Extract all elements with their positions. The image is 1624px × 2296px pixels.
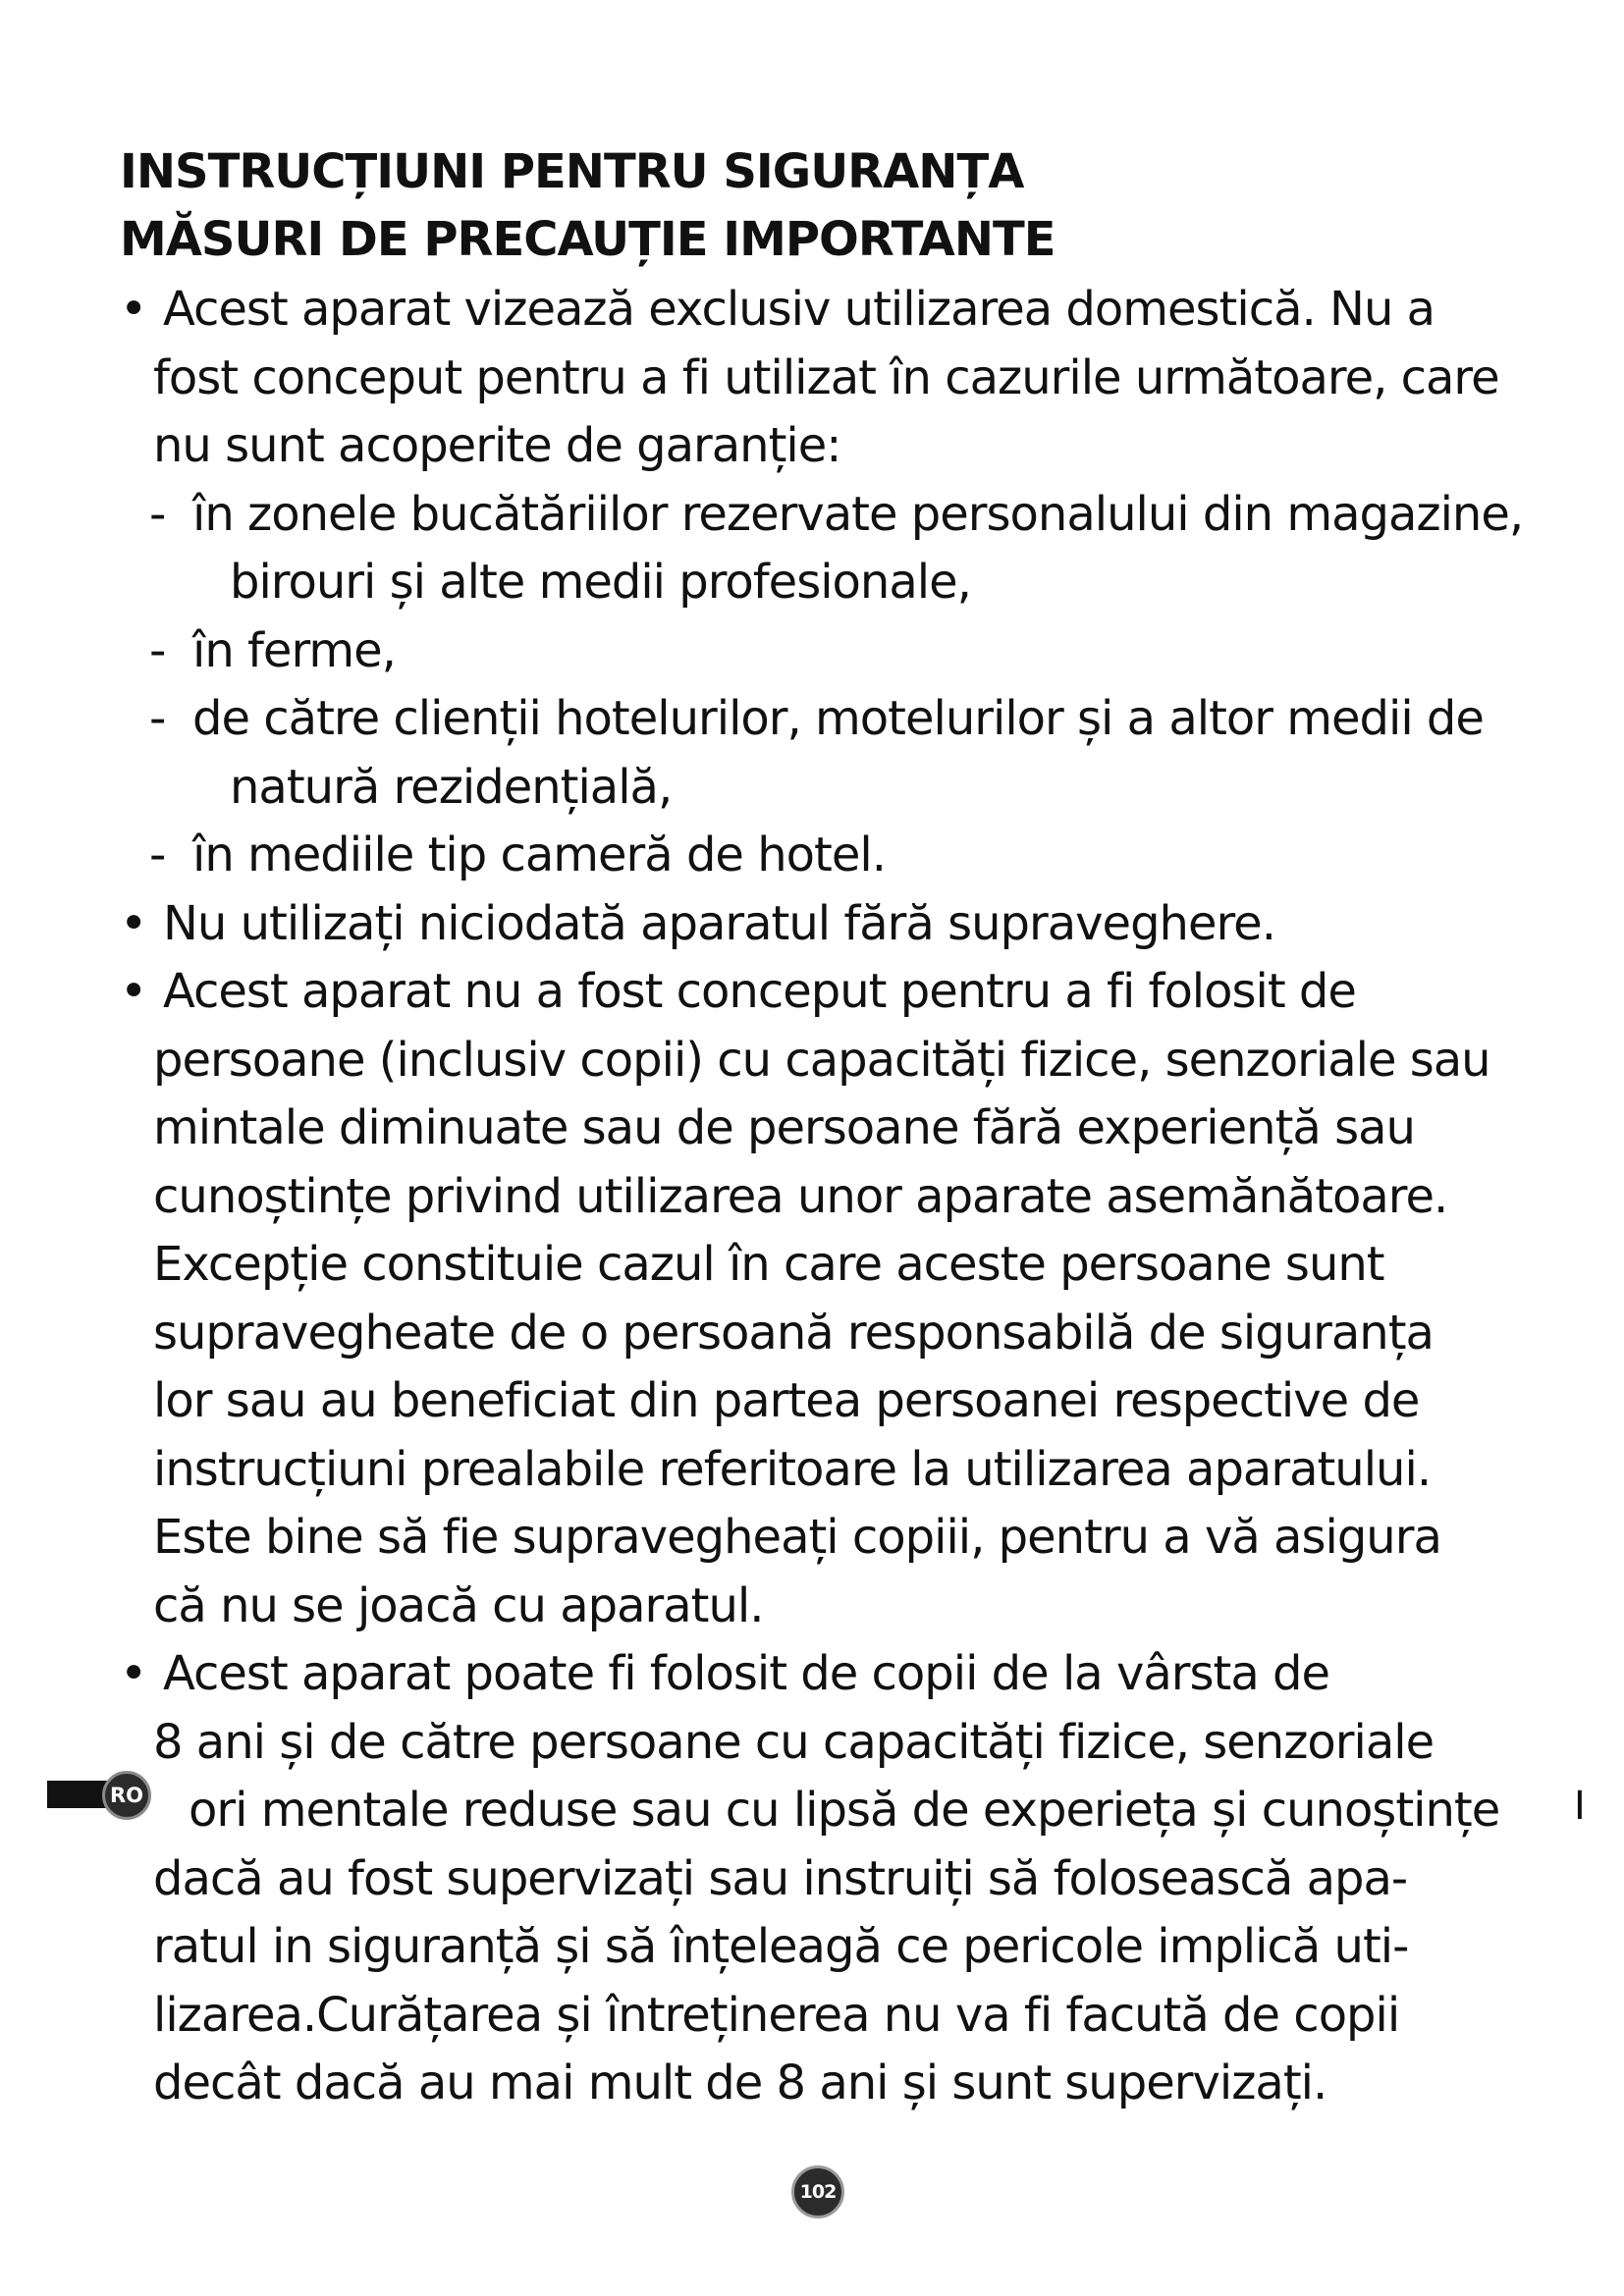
paragraph-line	[120, 1640, 1573, 1709]
line-text: ratul in siguranță și să înțeleagă ce pericole implică uti-	[153, 1919, 1409, 1974]
line-text: fost conceput pentru a fi utilizat în cazurile următoare, care	[153, 349, 1499, 405]
paragraph-line	[120, 1231, 1573, 1300]
sub-item-line	[120, 481, 1573, 550]
line-text: dacă au fost supervizați sau instruiți să folosească apa-	[153, 1850, 1408, 1906]
line-text: supravegheate de o persoană responsabilă de siguranța	[153, 1305, 1434, 1361]
sub-item-line	[120, 754, 1573, 823]
bullet-icon: •	[120, 1646, 147, 1701]
paragraph-line	[120, 1573, 1573, 1641]
line-text: instrucțiuni prealabile referitoare la utilizarea aparatului.	[153, 1441, 1432, 1497]
paragraph-line	[120, 1367, 1573, 1436]
paragraph-line	[120, 1982, 1573, 2051]
paragraph-line	[120, 1095, 1573, 1163]
line-text: decât dacă au mai mult de 8 ani și sunt supervizați.	[153, 2056, 1327, 2110]
sub-item-line	[120, 685, 1573, 754]
dash-marker: -	[149, 828, 166, 882]
line-text: de către clienții hotelurilor, motelurilor și a altor medii de	[192, 691, 1484, 746]
title-important-precautions: MĂSURI DE PRECAUȚIE IMPORTANTE	[120, 212, 1056, 267]
dash-marker: -	[149, 691, 166, 746]
line-text: în ferme,	[192, 622, 396, 678]
line-text: ori mentale reduse sau cu lipsă de experieța și cunoștințe	[189, 1783, 1500, 1838]
paragraph-line	[120, 1845, 1573, 1914]
paragraph-line	[120, 276, 1573, 345]
line-text: birouri și alte medii profesionale,	[230, 555, 971, 610]
bullet-icon: •	[120, 282, 147, 337]
line-text: Nu utilizați niciodată aparatul fără supraveghere.	[163, 895, 1275, 951]
dash-marker: -	[149, 486, 166, 542]
safety-text-body	[120, 276, 1573, 2118]
line-text: Excepție constituie cazul în care aceste persoane sunt	[153, 1237, 1384, 1292]
paragraph-line	[120, 1777, 1573, 1845]
language-tab-bar	[47, 1781, 110, 1808]
sub-item-line	[120, 617, 1573, 686]
line-text: 8 ani și de către persoane cu capacități fizice, senzoriale	[153, 1714, 1435, 1770]
side-margin-mark: I	[1574, 1784, 1586, 1829]
line-text: persoane (inclusiv copii) cu capacități fizice, senzoriale sau	[153, 1032, 1490, 1088]
paragraph-line	[120, 1709, 1573, 1778]
line-text: Acest aparat nu a fost conceput pentru a fi folosit de	[163, 964, 1356, 1019]
paragraph-line	[120, 1300, 1573, 1368]
paragraph-line	[120, 1163, 1573, 1232]
line-text: Este bine să fie supravegheați copiii, pentru a vă asigura	[153, 1510, 1441, 1565]
title-safety-instructions: INSTRUCȚIUNI PENTRU SIGURANȚA	[120, 144, 1024, 199]
paragraph-line	[120, 1436, 1573, 1505]
line-text: lizarea.Curățarea și întreținerea nu va fi facută de copii	[153, 1987, 1400, 2043]
line-text: că nu se joacă cu aparatul.	[153, 1577, 764, 1633]
paragraph-line	[120, 1027, 1573, 1095]
paragraph-line	[120, 412, 1573, 481]
line-text: nu sunt acoperite de garanție:	[153, 418, 841, 473]
line-text: în mediile tip cameră de hotel.	[192, 828, 886, 882]
line-text: mintale diminuate sau de persoane fără experiență sau	[153, 1100, 1415, 1155]
paragraph-line	[120, 1913, 1573, 1982]
language-badge: RO	[102, 1771, 151, 1820]
paragraph-line	[120, 1504, 1573, 1573]
line-text: Acest aparat poate fi folosit de copii de la vârsta de	[163, 1646, 1329, 1701]
line-text: cunoștințe privind utilizarea unor aparate asemănătoare.	[153, 1168, 1448, 1224]
sub-item-line	[120, 549, 1573, 617]
line-text: lor sau au beneficiat din partea persoanei respective de	[153, 1373, 1420, 1428]
line-text: în zonele bucătăriilor rezervate personalului din magazine,	[192, 486, 1524, 542]
bullet-icon: •	[120, 895, 147, 951]
paragraph-line	[120, 890, 1573, 959]
sub-item-line	[120, 822, 1573, 890]
line-text: natură rezidențială,	[230, 759, 673, 815]
paragraph-line	[120, 958, 1573, 1027]
paragraph-line	[120, 345, 1573, 413]
paragraph-line	[120, 2050, 1573, 2118]
dash-marker: -	[149, 622, 166, 678]
bullet-icon: •	[120, 964, 147, 1019]
page-number-badge: 102	[791, 2165, 844, 2218]
line-text: Acest aparat vizează exclusiv utilizarea domestică. Nu a	[163, 282, 1435, 337]
